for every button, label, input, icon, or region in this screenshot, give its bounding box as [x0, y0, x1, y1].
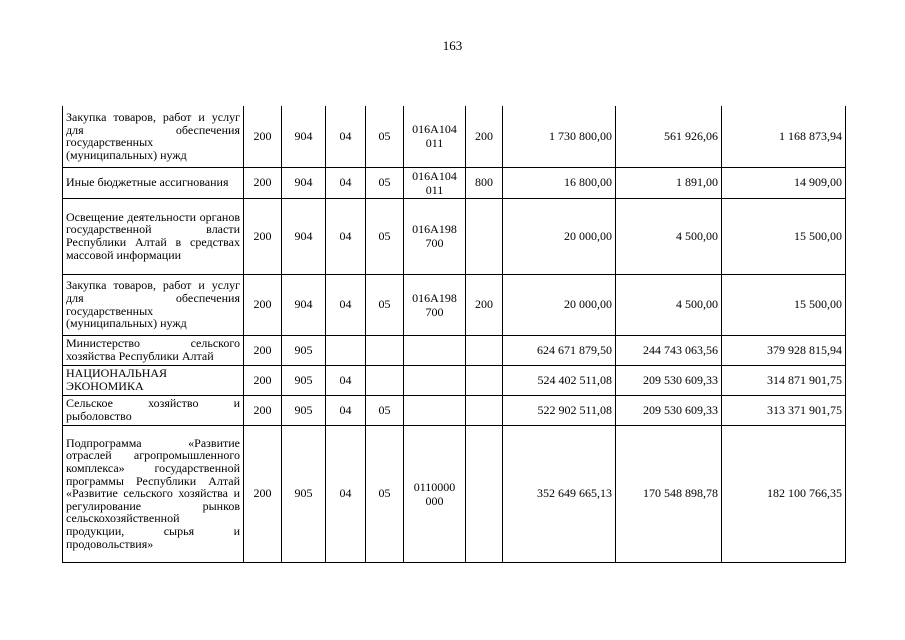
cell-adm: 200	[244, 365, 282, 395]
cell-rz: 04	[326, 395, 366, 425]
cell-pr: 05	[366, 106, 404, 167]
cell-adm: 200	[244, 167, 282, 198]
table-row	[63, 167, 846, 198]
table-row	[63, 365, 846, 395]
cell-csr	[404, 395, 466, 425]
cell-pr: 05	[366, 274, 404, 335]
cell-vr	[466, 425, 503, 562]
cell-csr	[404, 365, 466, 395]
cell-csr: 016A104 011	[404, 106, 466, 167]
cell-ved: 904	[282, 167, 326, 198]
cell-ved: 905	[282, 395, 326, 425]
cell-rz: 04	[326, 365, 366, 395]
cell-adm: 200	[244, 425, 282, 562]
cell-ved: 904	[282, 106, 326, 167]
cell-ved: 904	[282, 198, 326, 274]
cell-adm: 200	[244, 335, 282, 365]
row-name: Министерство сельского хозяйства Республики Алтай	[63, 335, 244, 365]
row-name: Иные бюджетные ассигнования	[63, 167, 244, 198]
row-name: Освещение деятельности органов государственной власти Республики Алтай в средствах массовой информации	[63, 198, 244, 274]
table-row	[63, 198, 846, 274]
cell-vr	[466, 395, 503, 425]
cell-ved: 905	[282, 425, 326, 562]
table-row	[63, 106, 846, 167]
cell-vr	[466, 198, 503, 274]
cell-sum-2: 170 548 898,78	[616, 425, 722, 562]
cell-vr: 200	[466, 106, 503, 167]
cell-sum-1: 352 649 665,13	[503, 425, 616, 562]
cell-vr	[466, 335, 503, 365]
budget-table	[62, 106, 846, 563]
row-name: Подпрограмма «Развитие отраслей агропромышленного комплекса» государственной программы Республики Алтай «Развитие сельского хозяйства и регулирование рынков сельскохозяйственной продукции, сырья и продовольствия»	[63, 425, 244, 562]
cell-ved: 904	[282, 274, 326, 335]
cell-pr: 05	[366, 167, 404, 198]
cell-vr	[466, 365, 503, 395]
cell-sum-1: 522 902 511,08	[503, 395, 616, 425]
cell-sum-3: 182 100 766,35	[722, 425, 846, 562]
cell-sum-2: 209 530 609,33	[616, 395, 722, 425]
cell-rz: 04	[326, 425, 366, 562]
row-name: НАЦИОНАЛЬНАЯ ЭКОНОМИКА	[63, 365, 244, 395]
cell-sum-2: 244 743 063,56	[616, 335, 722, 365]
cell-rz	[326, 335, 366, 365]
cell-sum-2: 561 926,06	[616, 106, 722, 167]
cell-sum-3: 1 168 873,94	[722, 106, 846, 167]
cell-csr	[404, 335, 466, 365]
cell-adm: 200	[244, 274, 282, 335]
cell-csr: 0110000 000	[404, 425, 466, 562]
cell-csr: 016A198 700	[404, 274, 466, 335]
cell-sum-2: 4 500,00	[616, 274, 722, 335]
cell-rz: 04	[326, 274, 366, 335]
cell-sum-2: 1 891,00	[616, 167, 722, 198]
cell-sum-3: 15 500,00	[722, 198, 846, 274]
table-row	[63, 274, 846, 335]
cell-sum-1: 1 730 800,00	[503, 106, 616, 167]
page-number: 163	[442, 38, 463, 53]
cell-sum-1: 16 800,00	[503, 167, 616, 198]
cell-sum-2: 209 530 609,33	[616, 365, 722, 395]
cell-sum-2: 4 500,00	[616, 198, 722, 274]
cell-csr: 016A198 700	[404, 198, 466, 274]
cell-sum-3: 15 500,00	[722, 274, 846, 335]
cell-vr: 200	[466, 274, 503, 335]
cell-rz: 04	[326, 106, 366, 167]
cell-sum-3: 314 871 901,75	[722, 365, 846, 395]
row-name: Сельское хозяйство и рыболовство	[63, 395, 244, 425]
row-name: Закупка товаров, работ и услуг для обеспечения государственных (муниципальных) нужд	[63, 274, 244, 335]
cell-adm: 200	[244, 198, 282, 274]
cell-ved: 905	[282, 335, 326, 365]
cell-sum-1: 20 000,00	[503, 198, 616, 274]
cell-adm: 200	[244, 106, 282, 167]
cell-adm: 200	[244, 395, 282, 425]
cell-pr	[366, 365, 404, 395]
cell-rz: 04	[326, 198, 366, 274]
cell-sum-3: 14 909,00	[722, 167, 846, 198]
cell-pr	[366, 335, 404, 365]
table-row	[63, 425, 846, 562]
cell-rz: 04	[326, 167, 366, 198]
cell-sum-3: 313 371 901,75	[722, 395, 846, 425]
cell-sum-1: 20 000,00	[503, 274, 616, 335]
cell-sum-1: 524 402 511,08	[503, 365, 616, 395]
table-row	[63, 395, 846, 425]
row-name: Закупка товаров, работ и услуг для обеспечения государственных (муниципальных) нужд	[63, 106, 244, 167]
cell-pr: 05	[366, 425, 404, 562]
cell-csr: 016A104 011	[404, 167, 466, 198]
cell-pr: 05	[366, 198, 404, 274]
cell-sum-3: 379 928 815,94	[722, 335, 846, 365]
cell-vr: 800	[466, 167, 503, 198]
cell-sum-1: 624 671 879,50	[503, 335, 616, 365]
table-row	[63, 335, 846, 365]
cell-pr: 05	[366, 395, 404, 425]
cell-ved: 905	[282, 365, 326, 395]
